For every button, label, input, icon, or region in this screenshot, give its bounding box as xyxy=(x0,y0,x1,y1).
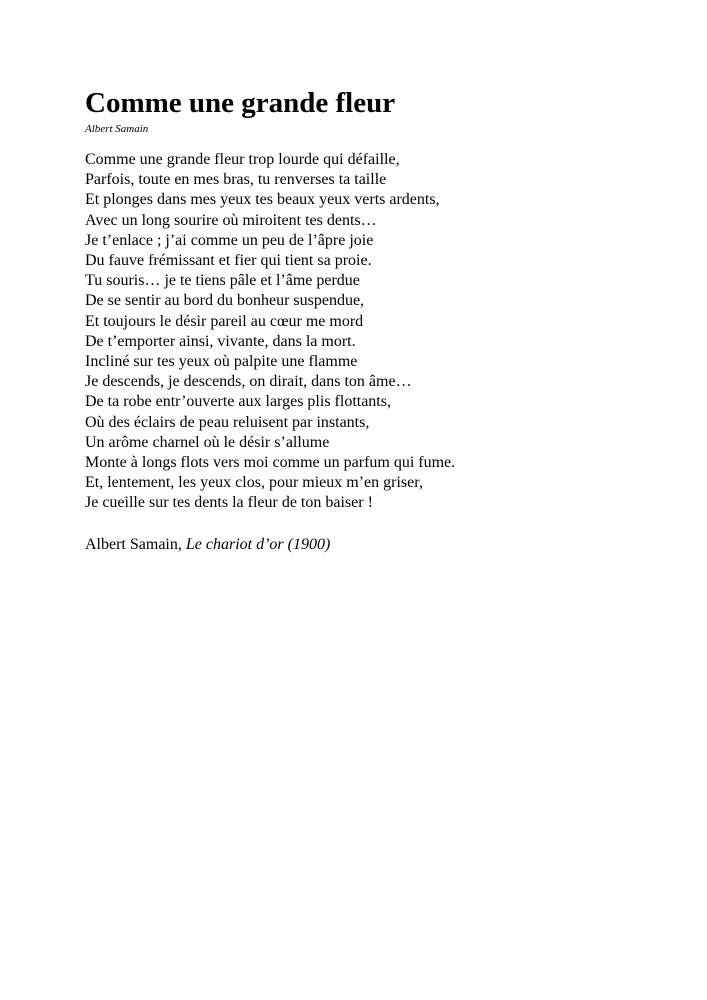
poem-line: Et toujours le désir pareil au cœur me mord xyxy=(85,312,364,330)
document-page xyxy=(85,86,645,555)
poem-line: Et, lentement, les yeux clos, pour mieux m’en griser, xyxy=(85,474,423,492)
poem-body xyxy=(85,150,645,514)
poem-line: Comme une grande fleur trop lourde qui défaille, xyxy=(85,151,400,168)
poem-line: Je cueille sur tes dents la fleur de ton baiser ! xyxy=(85,494,373,512)
poem-line: De t’emporter ainsi, vivante, dans la mort. xyxy=(85,332,356,350)
poem-line: Du fauve frémissant et fier qui tient sa proie. xyxy=(85,252,372,270)
poem-line: Avec un long sourire où miroitent tes dents… xyxy=(85,211,377,229)
poem-line: Et plonges dans mes yeux tes beaux yeux verts ardents, xyxy=(85,191,440,209)
poem-line: Monte à longs flots vers moi comme un parfum qui fume. xyxy=(85,454,456,472)
poem-line: Parfois, toute en mes bras, tu renverses ta taille xyxy=(85,171,387,189)
poem-line: Où des éclairs de peau reluisent par instants, xyxy=(85,413,370,431)
source-citation xyxy=(85,535,645,555)
source-author: Albert Samain, xyxy=(85,535,182,553)
poem-line: De ta robe entr’ouverte aux larges plis flottants, xyxy=(85,393,391,411)
source-work-title: Le chariot d’or (1900) xyxy=(185,535,331,553)
poem-title: Comme une grande fleur xyxy=(85,87,396,119)
poem-line: Tu souris… je te tiens pâle et l’âme perdue xyxy=(85,272,360,290)
poem-line: Un arôme charnel où le désir s’allume xyxy=(85,433,330,451)
poem-line: De se sentir au bord du bonheur suspendue, xyxy=(85,292,365,310)
poem-line: Je descends, je descends, on dirait, dans ton âme… xyxy=(85,373,412,391)
author-byline: Albert Samain xyxy=(85,123,149,135)
poem-line: Incliné sur tes yeux où palpite une flamme xyxy=(85,353,358,371)
poem-line: Je t’enlace ; j’ai comme un peu de l’âpre joie xyxy=(85,231,374,249)
